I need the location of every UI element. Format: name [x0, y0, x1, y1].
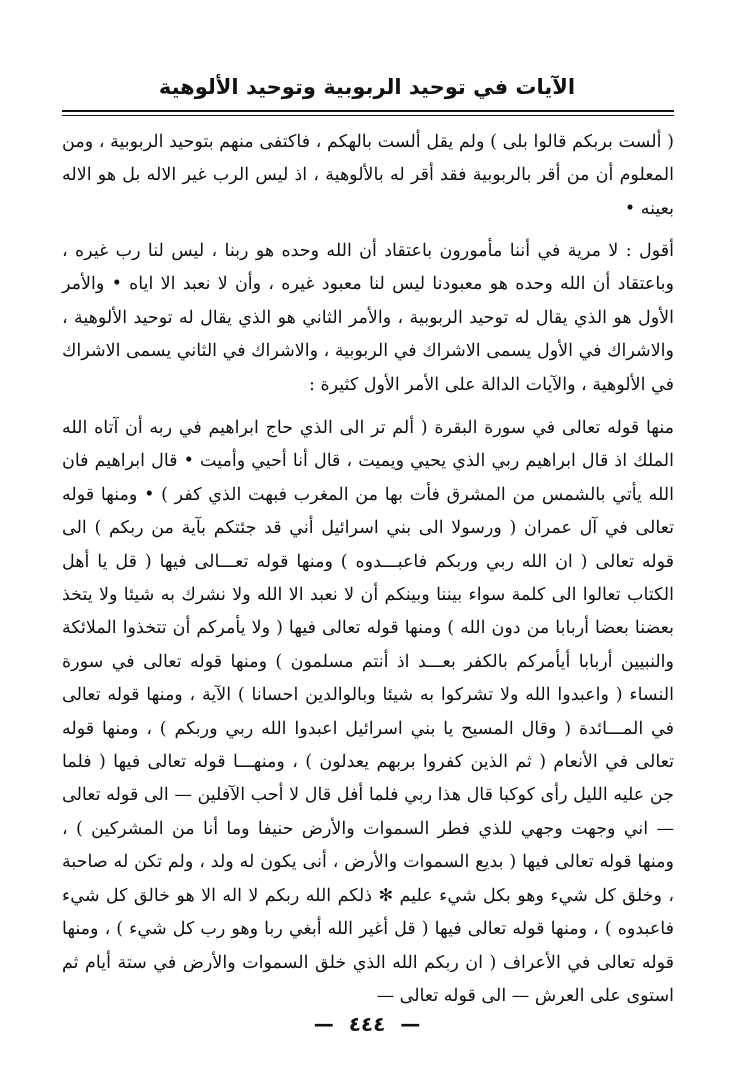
- paragraph-text: منها قوله تعالى في سورة البقرة ( ألم تر الى الذي حاج ابراهيم في ربه أن آتاه الله الملك اذ قال ابراهيم ربي الذي يحيي ويميت ، قال أنا أحيي وأميت • قال ابراهيم فان الله يأتي بالشمس من المشرق فأت بها من المغرب فبهت الذي كفر ) • ومنها قوله تعالى في آل عمران ( ورسولا الى بني اسرائيل أني قد جئتكم بآية من ربكم ) الى قوله تعالى ( ان الله ربي وربكم فاعبـــدوه ) ومنها قوله تعـــالى فيها ( قل يا أهل الكتاب تعالوا الى كلمة سواء بيننا وبينكم أن لا نعبد الا الله ولا نشرك به شيئا ولا يتخذ بعضنا بعضا أربابا من دون الله ) ومنها قوله تعالى فيها ( ولا يأمركم أن تتخذوا الملائكة والنبيين أربابا أيأمركم بالكفر بعـــد اذ أنتم مسلمون ) ومنها قوله تعالى في سورة النساء ( واعبدوا الله ولا تشركوا به شيئا وبالوالدين احسانا ) الآية ، ومنها قوله تعالى في المـــائدة ( وقال المسيح يا بني اسرائيل اعبدوا الله ربي وربكم ) ، ومنها قوله تعالى في الأنعام ( ثم الذين كفروا بربهم يعدلون ) ، ومنهـــا قوله تعالى فيها ( فلما جن عليه الليل رأى كوكبا قال هذا ربي فلما أفل قال لا أحب الآفلين — الى قوله تعالى — اني وجهت وجهي للذي فطر السموات والأرض حنيفا وما أنا من المشركين ) ، ومنها قوله تعالى فيها ( بديع السموات والأرض ، أنى يكون له ولد ، ولم تكن له صاحبة ، وخلق كل شيء وهو بكل شيء عليم ✻ ذلكم الله ربكم لا اله الا هو خالق كل شيء فاعبدوه ) ، ومنها قوله تعالى فيها ( قل أغير الله أبغي ربا وهو رب كل شيء ) ، ومنها قوله تعالى في الأعراف ( ان ربكم الله الذي خلق السموات والأرض في ستة أيام ثم استوى على العرش — الى قوله تعالى —: [62, 418, 674, 1006]
- footer-dash-left: —: [313, 1012, 334, 1036]
- paragraph-2: [62, 235, 674, 402]
- page-number: ٤٤٤: [348, 1012, 386, 1036]
- footer-dash-right: —: [400, 1012, 421, 1036]
- page-footer: [0, 1012, 734, 1036]
- paragraph-3: [62, 412, 674, 1013]
- paragraph-text: أقول : لا مرية في أننا مأمورون باعتقاد أن الله وحده هو ربنا ، ليس لنا رب غيره ، وباعتقاد أن الله وحده هو معبودنا ليس لنا معبود غيره ، وأن لا نعبد الا اياه • والأمر الأول هو الذي يقال له توحيد الربوبية ، والأمر الثاني هو الذي يقال له توحيد الألوهية ، والاشراك في الأول يسمى الاشراك في الربوبية ، والاشراك في الثاني يسمى الاشراك في الألوهية ، والآيات الدالة على الأمر الأول كثيرة :: [62, 241, 674, 395]
- paragraph-text: ( ألست بربكم قالوا بلى ) ولم يقل ألست بالهكم ، فاكتفى منهم بتوحيد الربوبية ، ومن المعلوم أن من أقر بالربوبية فقد أقر له بالألوهية ، اذ ليس الرب غير الاله بل هو الاله بعينه •: [62, 132, 674, 219]
- paragraph-1: [62, 126, 674, 226]
- page-header-title: الآيات في توحيد الربوبية وتوحيد الألوهية: [158, 75, 576, 99]
- header-divider: [62, 110, 674, 116]
